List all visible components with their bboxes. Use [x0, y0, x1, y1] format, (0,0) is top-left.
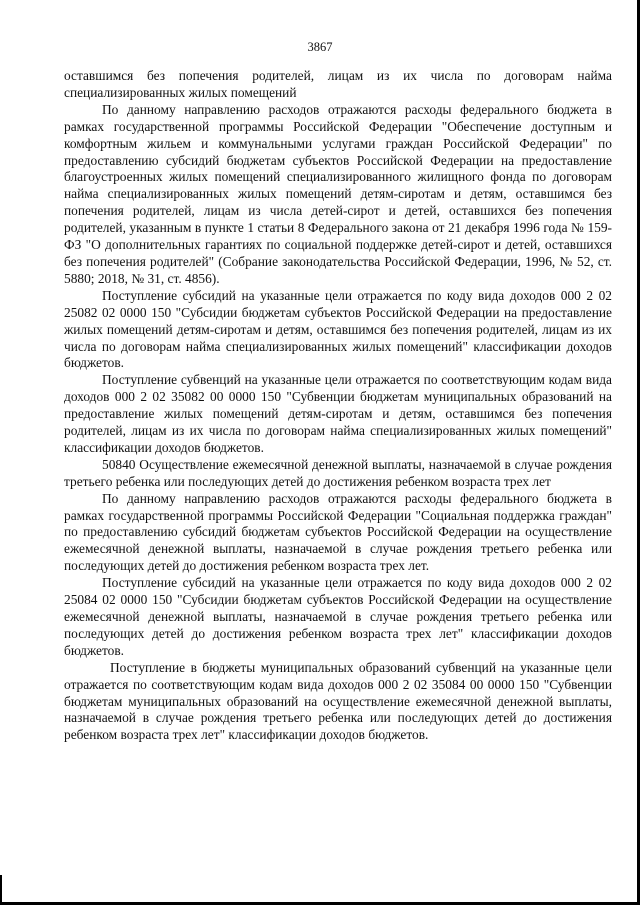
paragraph-continuation: оставшимся без попечения родителей, лицам из их числа по договорам найма специализированных жилых помещений: [64, 68, 612, 100]
paragraph-subvention-third-child: Поступление в бюджеты муниципальных образований субвенций на указанные цели отражается по соответствующим кодам вида доходов 000 2 02 35084 00 0000 150 "Субвенции бюджетам муниципальных образований на осуществление ежемесячной денежной выплаты, назначаемой в случае рождения третьего ребенка или последующих детей до достижения ребенком возраста трех лет" классификации доходов бюджетов.: [64, 659, 612, 743]
page-number: 3867: [307, 40, 333, 54]
paragraph-subsidy-third-child: Поступление субсидий на указанные цели отражается по коду вида доходов 000 2 02 25084 02 0000 150 "Субсидии бюджетам субъектов Российской Федерации на осуществление ежемесячной денежной выплаты, назначаемой в случае рождения третьего ребенка или последующих детей до достижения ребенком возраста трех лет" классификации доходов бюджетов.: [64, 575, 612, 658]
paragraph-subvention-income-code: Поступление субвенций на указанные цели отражается по соответствующим кодам вида доходов 000 2 02 35082 00 0000 150 "Субвенции бюджетам муниципальных образований на предоставление жилых помещений детям-сиротам и детям, оставшимся без попечения родителей, лицам из их числа по договорам найма специализированных жилых помещений" классификации доходов бюджетов.: [64, 372, 612, 455]
paragraph-subsidy-income-code: Поступление субсидий на указанные цели отражается по коду вида доходов 000 2 02 25082 02 0000 150 "Субсидии бюджетам субъектов Российской Федерации на предоставление жилых помещений детям-сиротам и детям, оставшимся без попечения родителей, лицам из их числа по договорам найма специализированных жилых помещений" классификации доходов бюджетов.: [64, 287, 612, 371]
paragraph-expenditure-housing: По данному направлению расходов отражаются расходы федерального бюджета в рамках государственной программы Российской Федерации "Обеспечение доступным и комфортным жильем и коммунальными услугами граждан Российской Федерации" по предоставлению субсидий бюджетам субъектов Российской Федерации на предоставление благоустроенных жилых помещений специализированного жилищного фонда по договорам найма специализированных жилых помещений детям-сиротам и детям, оставшимся без попечения родителей, лицам из числа детей-сирот и детей, оставшихся без попечения родителей, указанным в пункте 1 статьи 8 Федерального закона от 21 декабря 1996 года № 159-ФЗ "О дополнительных гарантиях по социальной поддержке детей-сирот и детей, оставшихся без попечения родителей" (Собрание законодательства Российской Федерации, 1996, № 52, ст. 5880; 2018, № 31, ст. 4856).: [64, 101, 612, 286]
document-body: [64, 68, 612, 744]
scan-edge-left: [0, 875, 2, 905]
paragraph-expenditure-third-child: По данному направлению расходов отражаются расходы федерального бюджета в рамках государственной программы Российской Федерации "Социальная поддержка граждан" по предоставлению субсидий бюджетам субъектов Российской Федерации на осуществление ежемесячной денежной выплаты, назначаемой в случае рождения третьего ребенка или последующих детей до достижения ребенком возраста трех лет.: [64, 490, 612, 574]
section-heading-50840: 50840 Осуществление ежемесячной денежной выплаты, назначаемой в случае рождения третьего ребенка или последующих детей до достижения ребенком возраста трех лет: [64, 456, 612, 489]
